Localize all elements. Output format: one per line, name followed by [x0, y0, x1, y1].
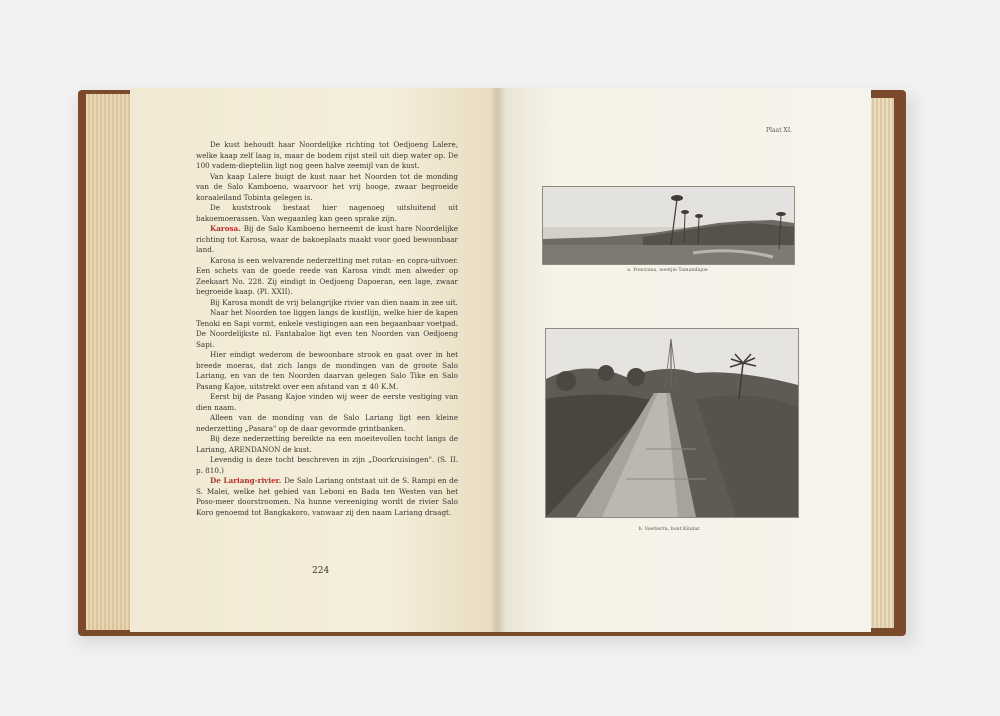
photo1-caption: a. Ponorana, weetjie Tamandajoe	[627, 268, 708, 273]
photo2-caption: b. Voetterra, bont Kindar.	[638, 527, 701, 532]
photo-stone-path	[545, 328, 799, 518]
paragraph-text: Eerst bij de Pasang Kajoe vinden wij weer de eerste vestiging van dien naam.	[196, 392, 458, 412]
paragraph	[196, 350, 458, 392]
paragraph-text: De Salo Lariang ontstaat uit de S. Rampi en de S. Malei, welke het gebied van Leboni en Bada ten Westen van het Poso-meer doorstroomen. Na hunne vereeniging wordt de rivier Salo Koro genoemd tot Bangkakoro, vanwaar zij den naam Lariang draagt.	[196, 476, 458, 517]
paragraph-text: Bij de Salo Kamboeno herneemt de kust hare Noordelijke richting tot Karosa, waar de bakoeplaats maakt voor goed bewoonbaar land.	[196, 224, 458, 254]
paragraph	[196, 140, 458, 172]
paragraph-text: De kuststrook bestaat hier nagenoeg uitsluitend uit bakoemoerassen. Van wegaanleg kan geen sprake zijn.	[196, 203, 458, 223]
paragraph-text: Van kaap Lalere buigt de kust naar het Noorden tot de monding van de Salo Kamboeno, waarvoor het vrij hooge, zwaar begroeide koraaleiland Tobinta gelegen is.	[196, 171, 458, 202]
page-number: 224	[312, 566, 330, 576]
paragraph	[196, 256, 458, 298]
side-heading: Karosa.	[210, 224, 241, 233]
paragraph	[196, 392, 458, 413]
book-gutter	[490, 88, 506, 632]
paragraph-text: Levendig is deze tocht beschreven in zijn „Doorkruisingen". (S. II. p. 810.)	[196, 455, 458, 475]
page-edges-left	[86, 94, 130, 630]
page-edges-right	[870, 98, 894, 628]
paragraph	[196, 476, 458, 518]
side-heading: De Lariang-rivier.	[210, 476, 282, 485]
photo-coast-panorama	[542, 186, 795, 265]
paragraph	[196, 455, 458, 476]
paragraph	[196, 203, 458, 224]
paragraph-text: Naar het Noorden toe liggen langs de kustlijn, welke hier de kapen Tenoki en Sapi vormt, enkele vestigingen aan een begaanbaar voetpad. De Noordelijkste nl. Fantabaloe ligt even ten Noorden van Oedjoeng Sapi.	[196, 308, 458, 349]
paragraph-text: De kust behoudt haar Noordelijke richting tot Oedjoeng Lalere, welke kaap zelf laag is, maar de bodem rijst steil uit diep water op. De 100 vadem-diepteliin ligt nog geen halve zeemijl van de kust.	[196, 140, 458, 170]
paragraph	[196, 434, 458, 455]
plate-label: Plaat XI.	[766, 127, 792, 134]
paragraph	[196, 172, 458, 204]
paragraph-text: Alleen van de monding van de Salo Lariang ligt een kleine nederzetting „Pasara" op de daar gevormde grintbanken.	[196, 413, 458, 433]
paragraph	[196, 308, 458, 350]
paragraph-text: Bij Karosa mondt de vrij belangrijke rivier van dien naam in zee uit.	[210, 297, 458, 307]
paragraph-text: Hier eindigt wederom de bewoonbare strook en gaat over in het breede moeras, dat zich langs de mondingen van de groote Salo Lariang, en van de ten Noorden daarvan gelegen Salo Tike en Salo Pasang Kajoe, uitstrekt over een afstand van ± 40 K.M.	[196, 350, 458, 391]
paragraph-text: Karosa is een welvarende nederzetting met rotan- en copra-uitvoer. Een schets van de goede reede van Karosa vindt men alweder op Zeekaart No. 228. Zij eindigt in Oedjoeng Dapoeran, een lage, zwaar begroeide kaap. (Pl. XXII).	[196, 255, 458, 296]
paragraph	[196, 413, 458, 434]
paragraph-text: Bij deze nederzetting bereikte na een moeitevollen tocht langs de Lariang, ARENDANON de kust.	[196, 434, 458, 454]
paragraph	[196, 224, 458, 256]
paragraph	[196, 298, 458, 309]
left-page-text	[196, 140, 458, 518]
